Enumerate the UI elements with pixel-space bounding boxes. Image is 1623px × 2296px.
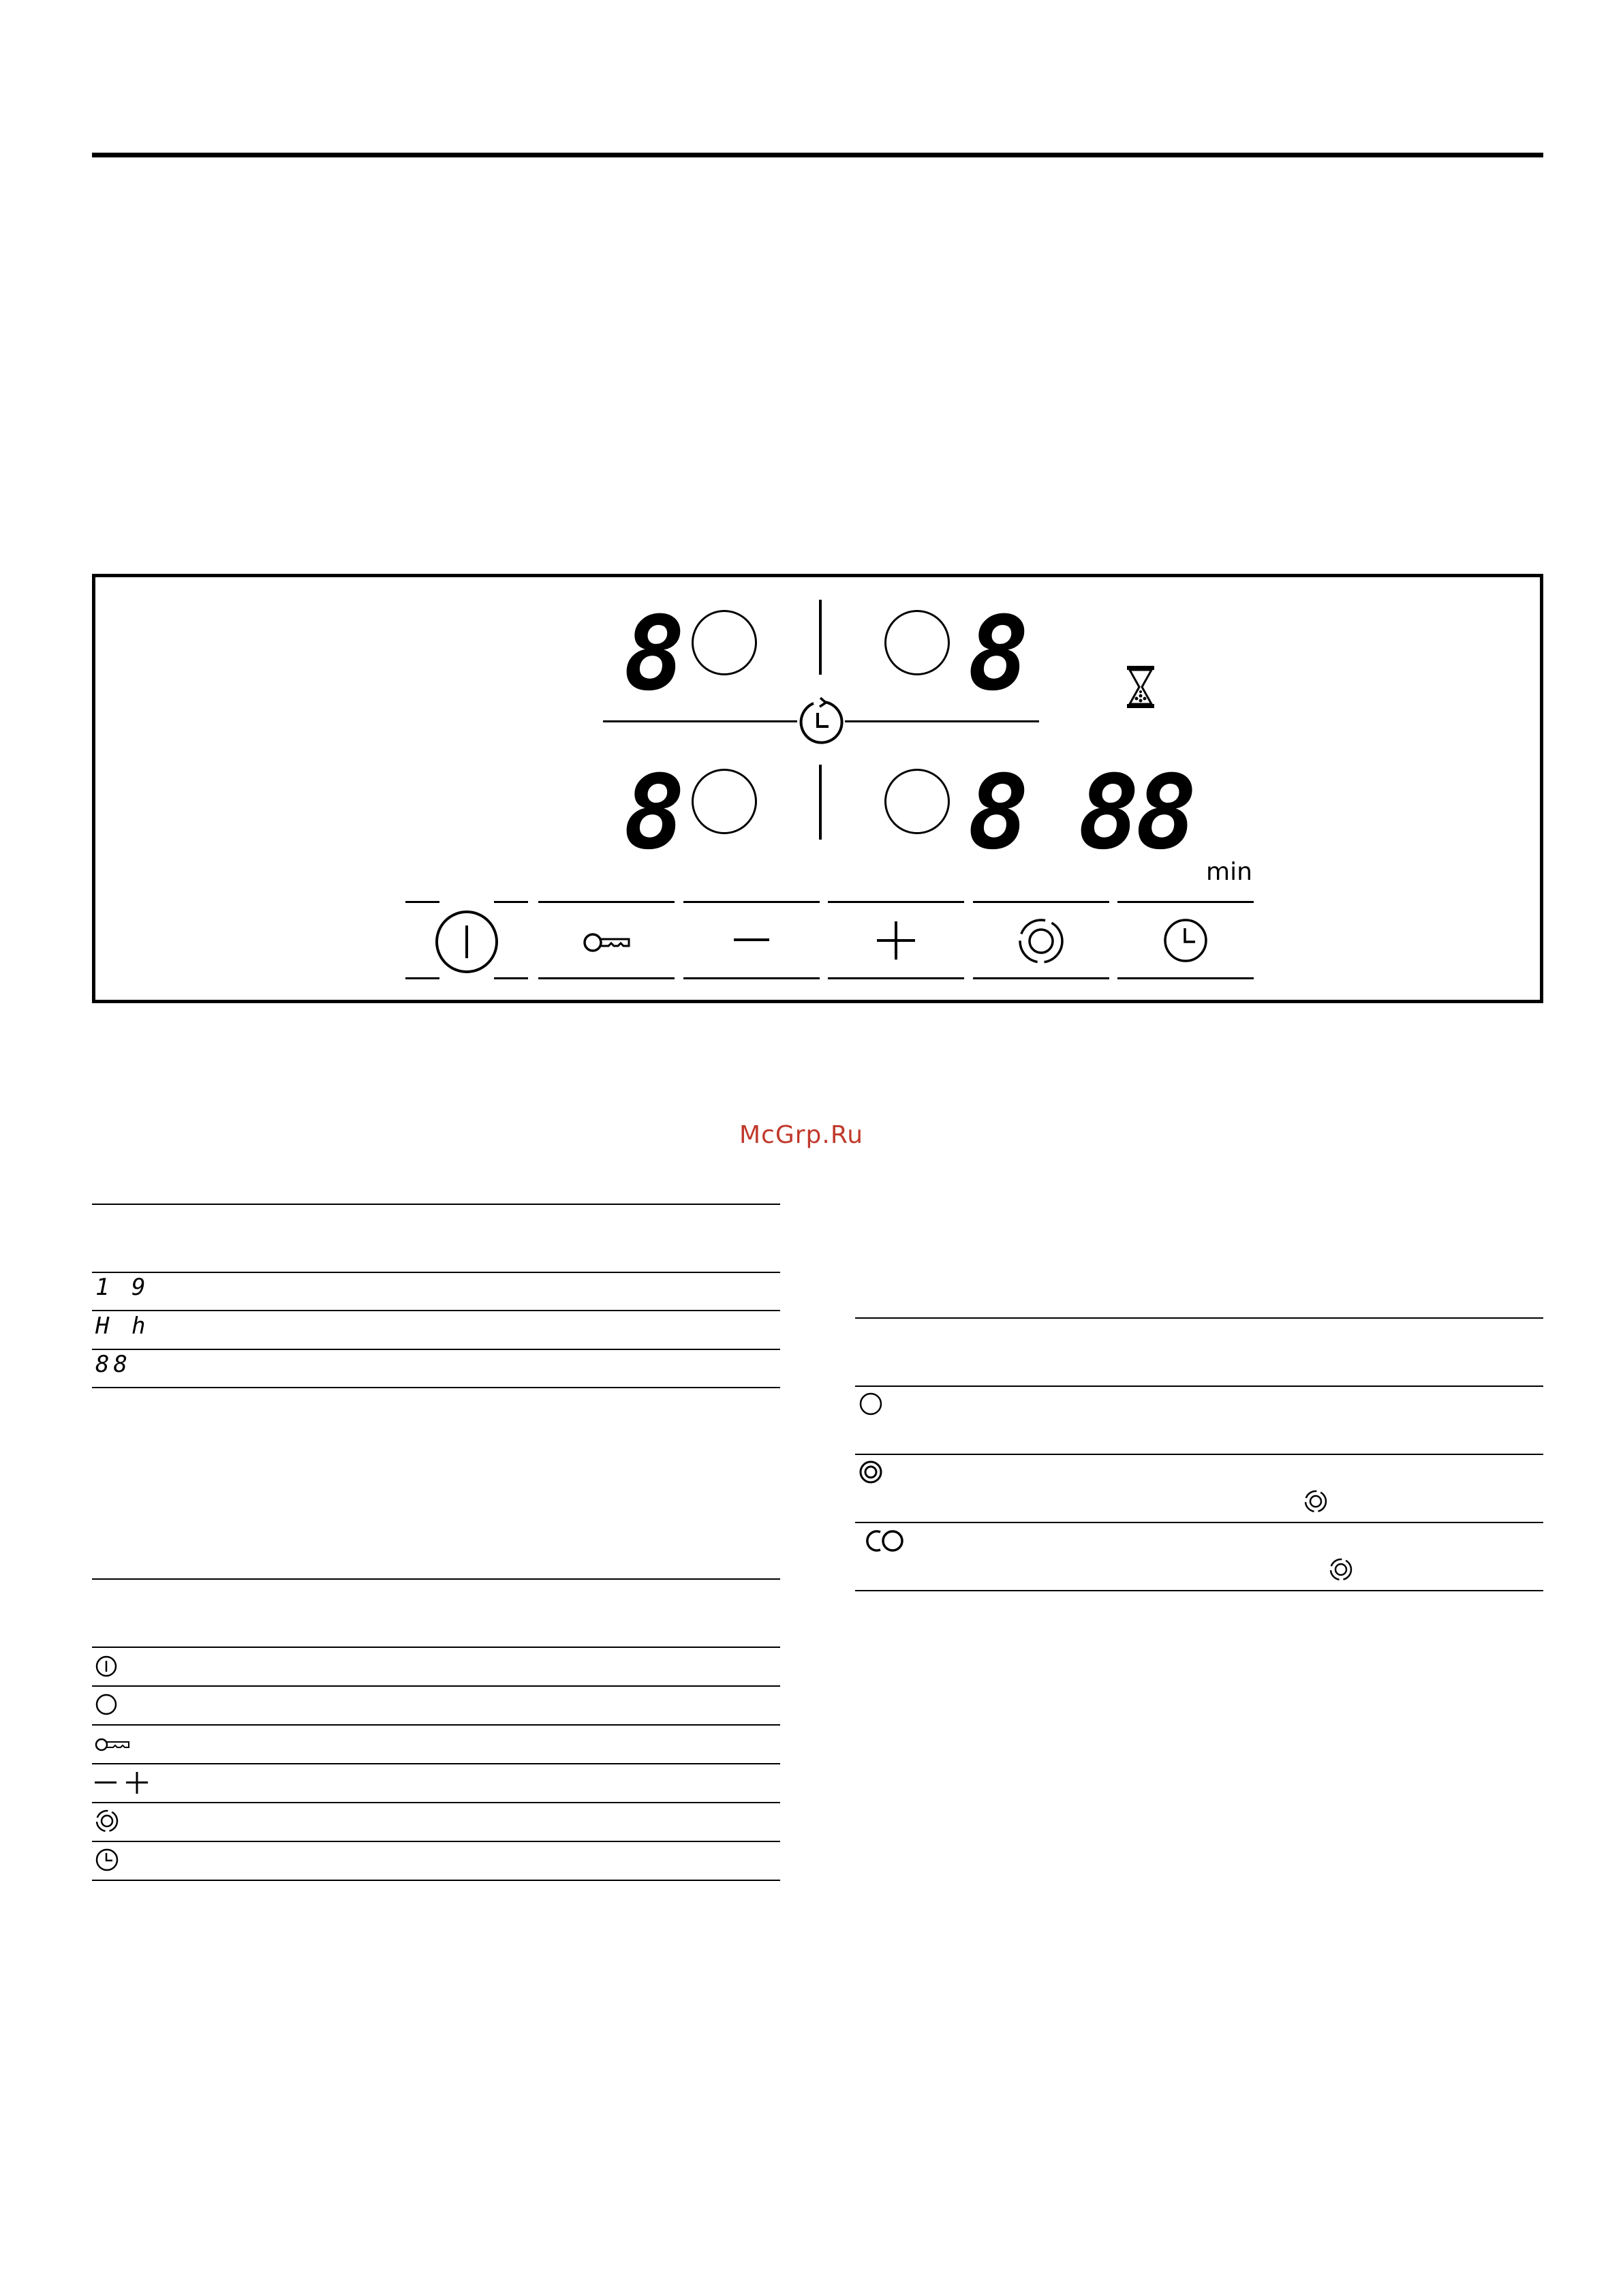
display-top-left: 8 (623, 595, 685, 714)
display-top-right: 8 (968, 595, 1030, 714)
dual-ring-icon (1329, 1557, 1353, 1582)
zone-circle-icon (95, 1693, 118, 1716)
minus-plus-icon (95, 1771, 152, 1795)
power-icon (434, 909, 499, 975)
key-icon (95, 1736, 132, 1753)
dual-ring-icon (95, 1809, 119, 1833)
lock-key[interactable] (538, 901, 675, 981)
display-bottom-right: 8 (968, 754, 1030, 872)
zone-indicator-top-right (884, 610, 950, 675)
plus-key[interactable] (828, 901, 964, 981)
zone-indicator-bottom-right (884, 769, 950, 834)
zone-indicator-top-left (692, 610, 757, 675)
timer-reset-icon (797, 697, 845, 748)
minus-icon (734, 938, 769, 942)
hourglass-icon (1126, 664, 1156, 709)
single-zone-icon (859, 1392, 883, 1416)
table-row: 1 9 (95, 1274, 150, 1301)
display-bottom-left: 8 (623, 754, 685, 872)
table-row: 88 (95, 1351, 132, 1378)
zone-separator-left (603, 720, 797, 722)
zone-separator-right (845, 720, 1039, 722)
minus-key[interactable] (683, 901, 820, 981)
plus-icon (877, 921, 915, 960)
dual-zone-key[interactable] (973, 901, 1109, 981)
dual-ring-icon (1303, 1489, 1328, 1514)
double-zone-icon (859, 1460, 883, 1484)
extended-zone-icon (859, 1528, 906, 1554)
power-icon (95, 1655, 118, 1678)
table-row: H h (95, 1313, 150, 1340)
clock-icon (1162, 917, 1209, 964)
zone-indicator-bottom-left (692, 769, 757, 834)
timer-key[interactable] (1117, 901, 1254, 981)
power-key[interactable] (405, 901, 528, 981)
timer-unit-label: min (1206, 858, 1252, 886)
key-icon (583, 931, 632, 954)
zone-divider-bottom (819, 765, 822, 840)
dual-ring-icon (1017, 917, 1065, 965)
top-rule (92, 153, 1543, 157)
watermark: McGrp.Ru (739, 1121, 864, 1149)
zone-divider-top (819, 600, 822, 675)
clock-icon (95, 1848, 119, 1872)
timer-display: 88 (1078, 754, 1193, 872)
